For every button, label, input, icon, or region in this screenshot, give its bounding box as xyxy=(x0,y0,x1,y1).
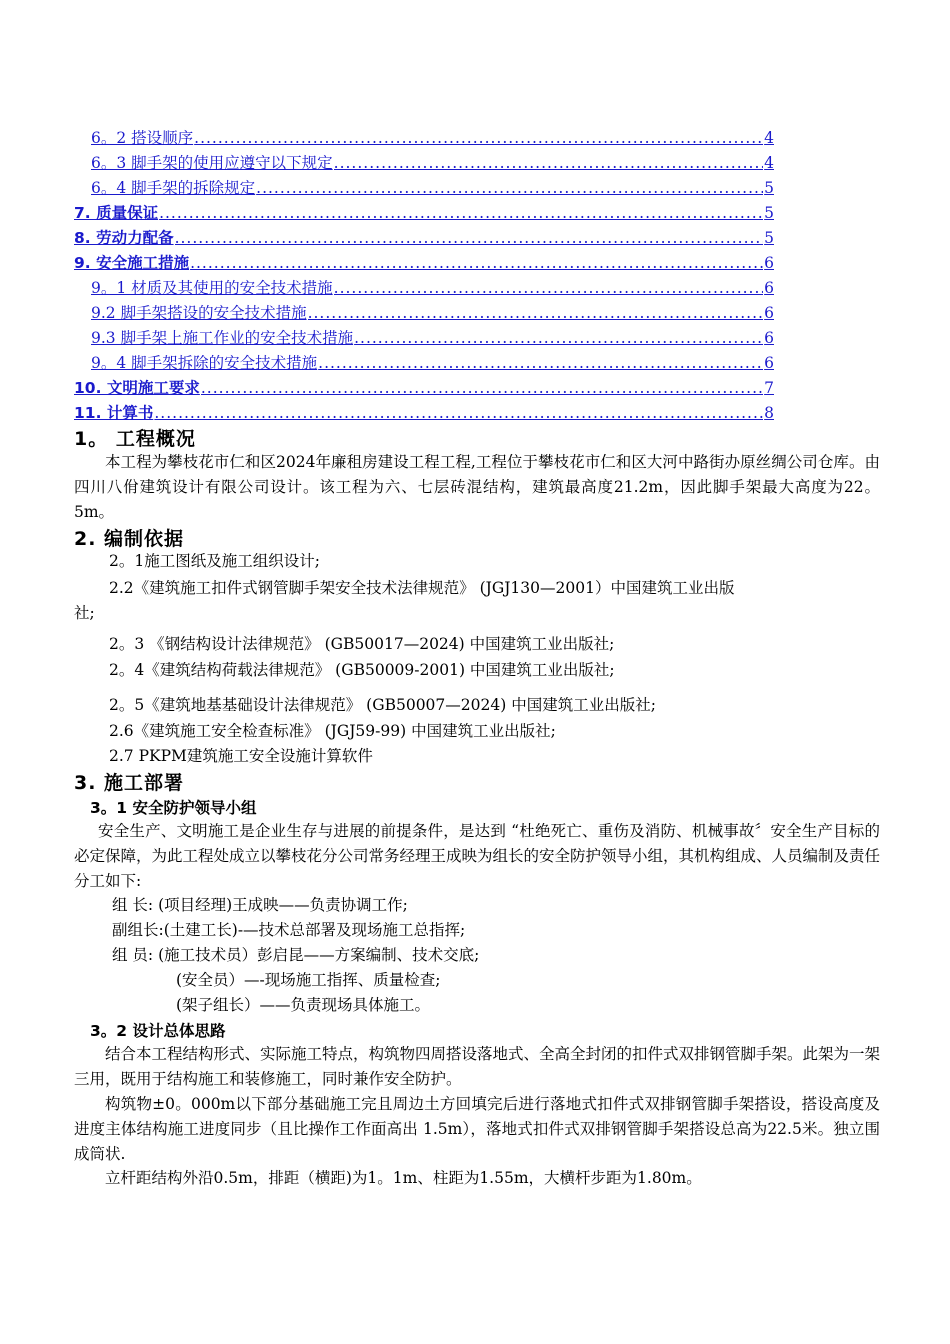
reference-item: 2.6《建筑施工安全检查标准》 (JGJ59-99) 中国建筑工业出版社; xyxy=(109,722,556,740)
section-paragraph: 结合本工程结构形式、实际施工特点，构筑物四周搭设落地式、全高全封闭的扣件式双排钢管脚手架。此架为一架三用，既用于结构施工和装修施工，同时兼作安全防护。 xyxy=(74,1045,881,1088)
section-heading: 3. 施工部署 xyxy=(74,772,185,794)
reference-item: 2。4《建筑结构荷载法律规范》 (GB50009-2001) 中国建筑工业出版社; xyxy=(109,661,615,679)
toc-entry-label: 6。2 搭设顺序 xyxy=(91,129,194,147)
toc-entry-page: 6 xyxy=(764,304,774,322)
section-paragraph: 安全生产、文明施工是企业生存与进展的前提条件，是达到 “杜绝死亡、重伤及消防、机械事故〞安全生产目标的必定保障，为此工程处成立以攀枝花分公司常务经理王成映为组长的安全防护领导小组，其机构组成、人员编制及责任分工如下: xyxy=(74,822,881,890)
member-line: 副组长:(土建工长)-—技术总部署及现场施工总指挥; xyxy=(112,921,466,939)
reference-item: 2。3 《钢结构设计法律规范》 (GB50017—2024) 中国建筑工业出版社; xyxy=(109,635,615,653)
reference-item: 2.7 PKPM建筑施工安全设施计算软件 xyxy=(109,747,373,765)
reference-item: 2。1施工图纸及施工组织设计; xyxy=(109,552,320,570)
reference-item: 2。5《建筑地基基础设计法律规范》 (GB50007—2024) 中国建筑工业出版社; xyxy=(109,696,656,714)
toc-entry-label: 9。1 材质及其使用的安全技术措施 xyxy=(91,279,333,297)
toc-entry[interactable] xyxy=(74,226,774,251)
toc-leader xyxy=(308,301,764,326)
toc-entry[interactable] xyxy=(74,126,774,151)
section-heading: 2. 编制依据 xyxy=(74,528,185,550)
toc-leader xyxy=(201,376,763,401)
member-line: 组 长: (项目经理)王成映——负责协调工作; xyxy=(112,896,408,914)
toc-entry-page: 6 xyxy=(764,279,774,297)
toc-entry-label: 9.2 脚手架搭设的安全技术措施 xyxy=(91,304,307,322)
toc-entry-label: 7. 质量保证 xyxy=(74,204,159,222)
toc-leader xyxy=(354,326,763,351)
section-paragraph: 构筑物±0。000m以下部分基础施工完且周边土方回填完后进行落地式扣件式双排钢管脚手架搭设，搭设高度及进度主体结构施工进度同步（且比操作工作面高出 1.5m），落地式扣件式双排钢管脚手架搭设总高为22.5米。独立围成筒状. xyxy=(74,1095,880,1163)
toc-leader xyxy=(194,126,763,151)
reference-item: 2.2《建筑施工扣件式钢管脚手架安全技术法律规范》 (JGJ130—2001）中国建筑工业出版 xyxy=(109,579,735,597)
toc-entry[interactable] xyxy=(74,201,774,226)
table-of-contents xyxy=(74,126,774,426)
toc-entry-label: 6。4 脚手架的拆除规定 xyxy=(91,179,256,197)
toc-entry-page: 7 xyxy=(764,379,774,397)
section-heading: 1。 工程概况 xyxy=(74,428,196,450)
toc-entry-page: 6 xyxy=(764,329,774,347)
toc-entry-page: 5 xyxy=(764,204,774,222)
toc-leader xyxy=(334,276,763,301)
toc-entry-page: 4 xyxy=(764,129,774,147)
toc-entry[interactable] xyxy=(74,401,774,426)
toc-entry[interactable] xyxy=(74,351,774,376)
subsection-heading: 3。1 安全防护领导小组 xyxy=(90,799,257,817)
toc-entry-page: 8 xyxy=(764,404,774,422)
toc-entry-label: 8. 劳动力配备 xyxy=(74,229,174,247)
toc-leader xyxy=(190,251,763,276)
section-paragraph: 立杆距结构外沿0.5m，排距（横距)为1。1m、柱距为1.55m，大横杆步距为1.80m。 xyxy=(105,1169,702,1187)
toc-entry[interactable] xyxy=(74,176,774,201)
toc-entry[interactable] xyxy=(74,276,774,301)
toc-leader xyxy=(159,201,763,226)
reference-item: 社; xyxy=(74,604,95,622)
toc-leader xyxy=(154,401,763,426)
toc-entry-label: 11. 计算书 xyxy=(74,404,154,422)
toc-entry-page: 6 xyxy=(764,354,774,372)
section-paragraph: 本工程为攀枝花市仁和区2024年廉租房建设工程工程,工程位于攀枝花市仁和区大河中路街办原丝绸公司仓库。由四川八佾建筑设计有限公司设计。该工程为六、七层砖混结构，建筑最高度21.2m，因此脚手架最大高度为22。5m。 xyxy=(74,453,880,521)
toc-entry[interactable] xyxy=(74,326,774,351)
toc-leader xyxy=(334,151,763,176)
toc-leader xyxy=(175,226,764,251)
member-line: 组 员: (施工技术员）彭启昆——方案编制、技术交底; xyxy=(112,946,480,964)
toc-entry[interactable] xyxy=(74,151,774,176)
toc-entry[interactable] xyxy=(74,301,774,326)
toc-entry-page: 4 xyxy=(764,154,774,172)
toc-leader xyxy=(256,176,763,201)
subsection-heading: 3。2 设计总体思路 xyxy=(90,1022,226,1040)
toc-entry-label: 10. 文明施工要求 xyxy=(74,379,200,397)
member-line: (安全员）—-现场施工指挥、质量检查; xyxy=(176,971,441,989)
toc-entry-label: 9.3 脚手架上施工作业的安全技术措施 xyxy=(91,329,354,347)
toc-entry-label: 9。4 脚手架拆除的安全技术措施 xyxy=(91,354,318,372)
member-line: (架子组长）——负责现场具体施工。 xyxy=(176,996,431,1014)
toc-leader xyxy=(318,351,763,376)
toc-entry-page: 5 xyxy=(764,179,774,197)
toc-entry-page: 6 xyxy=(764,254,774,272)
toc-entry-label: 9. 安全施工措施 xyxy=(74,254,190,272)
toc-entry-label: 6。3 脚手架的使用应遵守以下规定 xyxy=(91,154,333,172)
toc-entry-page: 5 xyxy=(764,229,774,247)
toc-entry[interactable] xyxy=(74,251,774,276)
toc-entry[interactable] xyxy=(74,376,774,401)
